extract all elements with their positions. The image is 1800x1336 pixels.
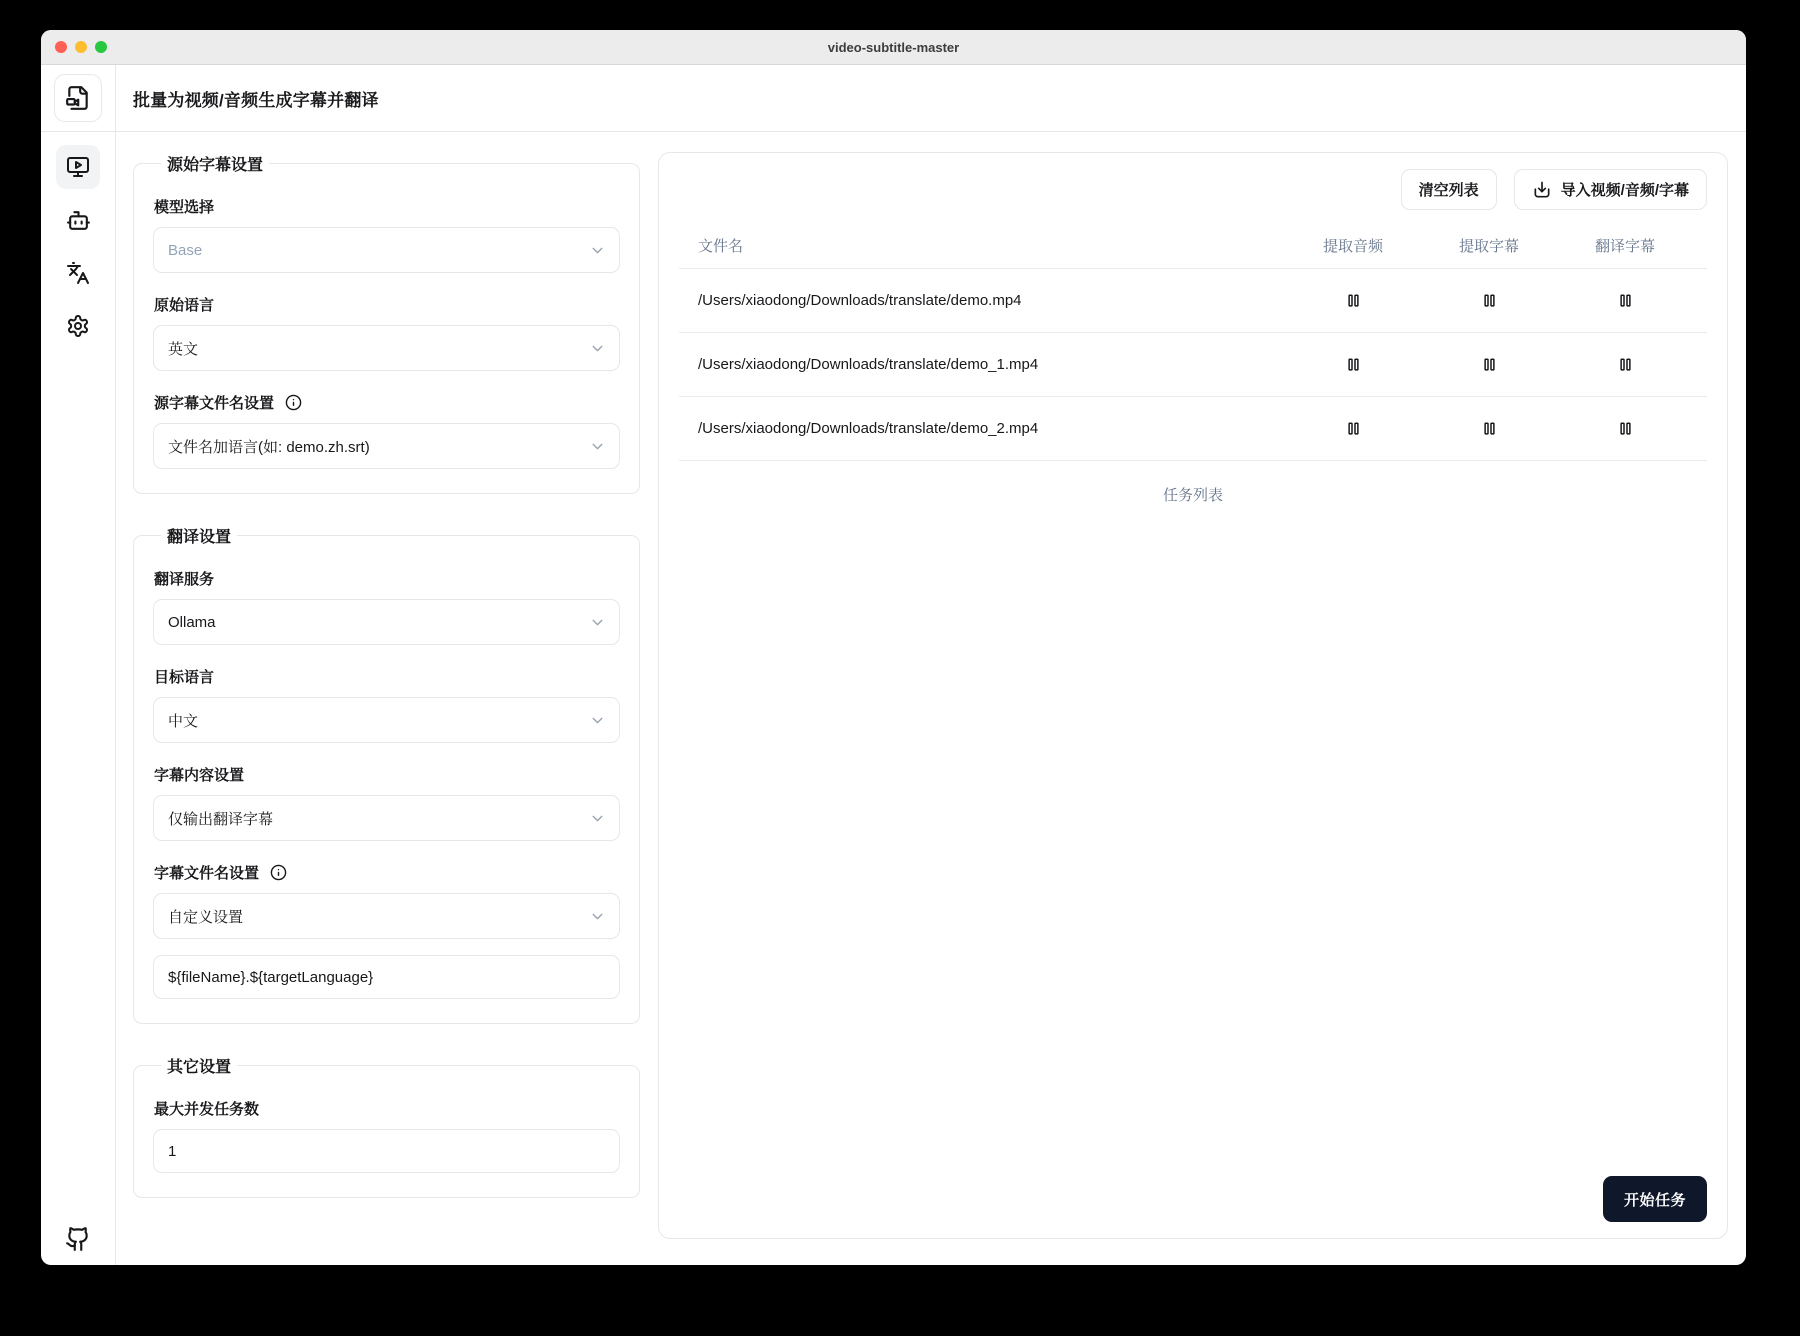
translation-settings-section (133, 524, 640, 1024)
close-window-button[interactable] (55, 41, 67, 53)
subtitle-content-label: 字幕内容设置 (154, 767, 245, 784)
pause-icon[interactable] (1342, 417, 1365, 440)
source-filename-setting-label: 源字幕文件名设置 (154, 395, 275, 412)
info-icon[interactable] (285, 394, 302, 411)
section-legend: 翻译设置 (167, 529, 232, 546)
translation-service-label: 翻译服务 (154, 571, 215, 588)
pause-icon[interactable] (1478, 353, 1501, 376)
monitor-play-icon (66, 155, 90, 179)
pause-icon[interactable] (1478, 289, 1501, 312)
task-toolbar (679, 169, 1707, 210)
section-legend: 源始字幕设置 (167, 157, 264, 174)
logo-zone (41, 65, 115, 132)
section-legend: 其它设置 (167, 1059, 232, 1076)
file-table (679, 222, 1707, 461)
window-title: video-subtitle-master (827, 39, 960, 55)
model-select-label: 模型选择 (154, 199, 215, 216)
max-concurrency-label: 最大并发任务数 (154, 1101, 260, 1118)
model-select[interactable] (153, 227, 620, 273)
sidebar-item-bot[interactable] (56, 198, 100, 242)
clear-list-button[interactable] (1401, 169, 1497, 210)
chevron-down-icon (589, 340, 606, 357)
window-titlebar (41, 30, 1746, 65)
column-filename: 文件名 (698, 237, 744, 255)
chevron-down-icon (589, 810, 606, 827)
pause-icon[interactable] (1614, 289, 1637, 312)
page-header (116, 65, 1746, 132)
zoom-window-button[interactable] (95, 41, 107, 53)
sidebar-item-translate[interactable] (56, 251, 100, 295)
sidebar-item-settings[interactable] (56, 304, 100, 348)
file-table-header (679, 222, 1707, 269)
github-link[interactable] (65, 1226, 91, 1265)
page-title: 批量为视频/音频生成字幕并翻译 (133, 90, 379, 110)
subtitle-filename-mode-value: 自定义设置 (168, 908, 244, 926)
table-row (679, 269, 1707, 333)
chevron-down-icon (589, 242, 606, 259)
table-row (679, 397, 1707, 461)
pause-icon[interactable] (1478, 417, 1501, 440)
model-select-value: Base (168, 241, 203, 259)
other-settings-section (133, 1054, 640, 1198)
minimize-window-button[interactable] (75, 41, 87, 53)
subtitle-content-select[interactable] (153, 795, 620, 841)
sidebar (41, 65, 116, 1265)
sidebar-item-batch-subtitles[interactable] (56, 145, 100, 189)
file-video-icon (65, 85, 91, 111)
chevron-down-icon (589, 438, 606, 455)
task-list-link[interactable]: 任务列表 (1162, 487, 1223, 504)
source-filename-mode-value: 文件名加语言(如: demo.zh.srt) (168, 438, 370, 456)
app-logo-button[interactable] (54, 74, 102, 122)
info-icon[interactable] (270, 864, 287, 881)
target-language-select[interactable] (153, 697, 620, 743)
chevron-down-icon (589, 712, 606, 729)
subtitle-content-value: 仅输出翻译字幕 (168, 810, 274, 828)
translation-service-value: Ollama (168, 613, 216, 631)
clear-list-label: 清空列表 (1418, 182, 1479, 199)
start-task-button[interactable]: 开始任务 (1603, 1176, 1707, 1222)
pause-icon[interactable] (1342, 353, 1365, 376)
column-extract-subtitle: 提取字幕 (1458, 237, 1519, 255)
source-subtitle-settings-section (133, 152, 640, 494)
translation-service-select[interactable] (153, 599, 620, 645)
import-icon (1532, 180, 1552, 200)
pause-icon[interactable] (1342, 289, 1365, 312)
app-window (41, 30, 1746, 1265)
traffic-lights (55, 30, 107, 64)
chevron-down-icon (589, 908, 606, 925)
subtitle-filename-mode-select[interactable] (153, 893, 620, 939)
file-path: /Users/xiaodong/Downloads/translate/demo.mp4 (698, 292, 1022, 309)
task-panel (658, 152, 1728, 1239)
target-language-value: 中文 (168, 712, 199, 730)
import-media-button[interactable] (1514, 169, 1707, 210)
column-translate-subtitle: 翻译字幕 (1594, 237, 1655, 255)
source-language-value: 英文 (168, 340, 199, 358)
github-icon (65, 1226, 91, 1252)
column-extract-audio: 提取音频 (1322, 237, 1383, 255)
file-path: /Users/xiaodong/Downloads/translate/demo_2.mp4 (698, 420, 1039, 437)
chevron-down-icon (589, 614, 606, 631)
pause-icon[interactable] (1614, 417, 1637, 440)
filename-template-input[interactable] (153, 955, 620, 999)
file-path: /Users/xiaodong/Downloads/translate/demo_1.mp4 (698, 356, 1039, 373)
import-media-label: 导入视频/音频/字幕 (1560, 182, 1689, 199)
pause-icon[interactable] (1614, 353, 1637, 376)
source-filename-mode-select[interactable] (153, 423, 620, 469)
source-language-select[interactable] (153, 325, 620, 371)
table-row (679, 333, 1707, 397)
source-language-label: 原始语言 (154, 297, 215, 314)
bot-icon (66, 208, 91, 233)
target-language-label: 目标语言 (154, 669, 215, 686)
gear-icon (66, 314, 90, 338)
languages-icon (66, 261, 90, 285)
sidebar-nav (56, 132, 100, 1226)
max-concurrency-input[interactable] (153, 1129, 620, 1173)
settings-panel (133, 152, 640, 1239)
subtitle-filename-setting-label: 字幕文件名设置 (154, 865, 260, 882)
